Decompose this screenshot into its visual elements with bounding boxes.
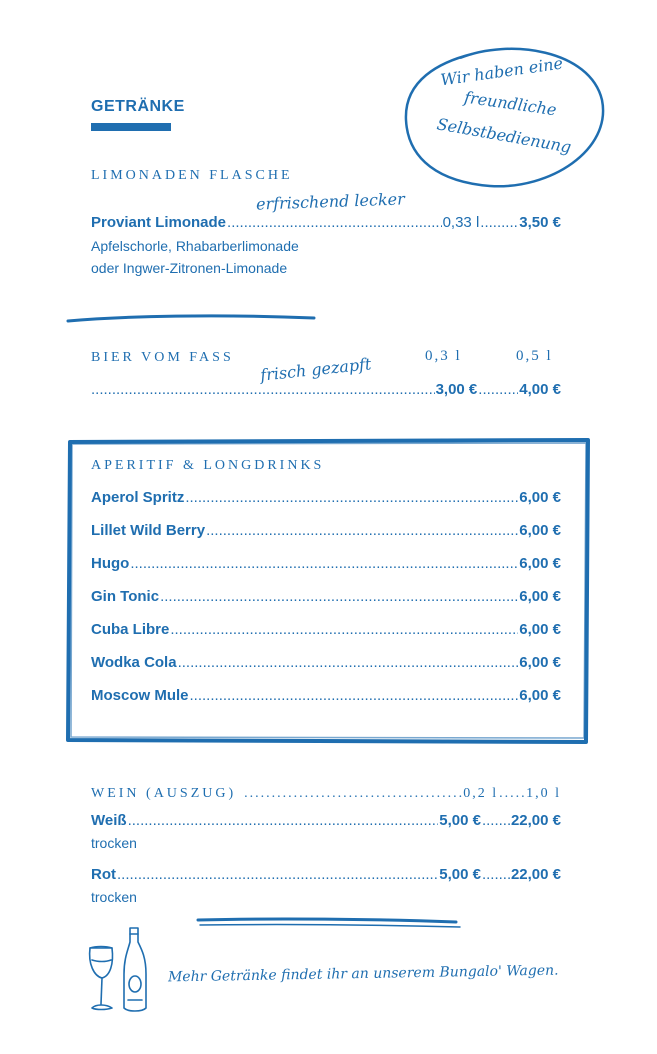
- menu-item-moscow-mule: [91, 687, 561, 704]
- item-price: 6,00 €: [519, 522, 561, 539]
- menu-item-lillet-wild-berry: [91, 522, 561, 539]
- item-name: Weiß: [91, 812, 127, 829]
- title-underline: [91, 123, 171, 131]
- wine-glass-bottle-icon: [84, 924, 156, 1016]
- menu-item-proviant-limonade: [91, 214, 561, 231]
- menu-item-wodka-cola: [91, 654, 561, 671]
- item-volume: 0,33 l: [442, 214, 480, 231]
- footer-note: Mehr Getränke findet ihr an unserem Bungalo' Wagen.: [167, 962, 559, 986]
- section-heading-limonaden: LIMONADEN FLASCHE: [91, 168, 293, 183]
- menu-item-hugo: [91, 555, 561, 572]
- page-title: GETRÄNKE: [91, 98, 185, 115]
- menu-item-cuba-libre: [91, 621, 561, 638]
- item-name: Proviant Limonade: [91, 214, 227, 231]
- item-price: 6,00 €: [519, 489, 561, 506]
- item-price: 6,00 €: [519, 654, 561, 671]
- item-description-line-2: oder Ingwer-Zitronen-Limonade: [91, 260, 288, 276]
- item-note: trocken: [91, 835, 137, 851]
- section-heading-aperitif: APERITIF & LONGDRINKS: [91, 458, 325, 473]
- item-note: trocken: [91, 889, 137, 905]
- menu-item-weiss: [91, 812, 561, 829]
- bier-price-row: [91, 381, 561, 398]
- item-name: Lillet Wild Berry: [91, 522, 206, 539]
- bier-vol-small: 0,3 l: [425, 348, 462, 364]
- limonaden-script-note: erfrischend lecker: [255, 189, 406, 214]
- item-price-large: 22,00 €: [510, 866, 561, 883]
- item-price: 3,50 €: [519, 214, 561, 231]
- wein-vol-small: 0,2 l: [463, 786, 499, 801]
- divider-stroke: [194, 914, 464, 934]
- item-name: Aperol Spritz: [91, 489, 185, 506]
- stamp-line-3: Selbstbedienung: [435, 114, 573, 157]
- item-price: 6,00 €: [519, 588, 561, 605]
- item-name: Rot: [91, 866, 116, 883]
- item-price-small: 5,00 €: [439, 812, 481, 829]
- bier-vol-large: 0,5 l: [516, 348, 553, 364]
- item-name: Gin Tonic: [91, 588, 160, 605]
- menu-item-rot: [91, 866, 561, 883]
- item-name: Wodka Cola: [91, 654, 177, 671]
- divider-stroke: [66, 310, 318, 326]
- menu-item-gin-tonic: [91, 588, 561, 605]
- item-price: 6,00 €: [519, 687, 561, 704]
- bier-price-large: 4,00 €: [519, 381, 561, 398]
- item-name: Moscow Mule: [91, 687, 189, 704]
- wein-vol-large: 1,0 l: [526, 786, 561, 801]
- bier-price-small: 3,00 €: [435, 381, 478, 398]
- section-heading-wein: WEIN (AUSZUG): [91, 786, 237, 801]
- wein-heading-row: [91, 786, 561, 802]
- item-name: Hugo: [91, 555, 130, 572]
- item-price: 6,00 €: [519, 555, 561, 572]
- stamp-line-1: Wir haben eine: [439, 53, 565, 90]
- item-name: Cuba Libre: [91, 621, 170, 638]
- item-price-small: 5,00 €: [439, 866, 481, 883]
- item-price: 6,00 €: [519, 621, 561, 638]
- item-price-large: 22,00 €: [510, 812, 561, 829]
- section-heading-bier: BIER VOM FASS: [91, 350, 234, 365]
- item-description-line-1: Apfelschorle, Rhabarberlimonade: [91, 238, 299, 254]
- stamp-line-2: freundliche: [463, 87, 558, 120]
- menu-item-aperol-spritz: [91, 489, 561, 506]
- bier-script-note: frisch gezapft: [259, 354, 373, 385]
